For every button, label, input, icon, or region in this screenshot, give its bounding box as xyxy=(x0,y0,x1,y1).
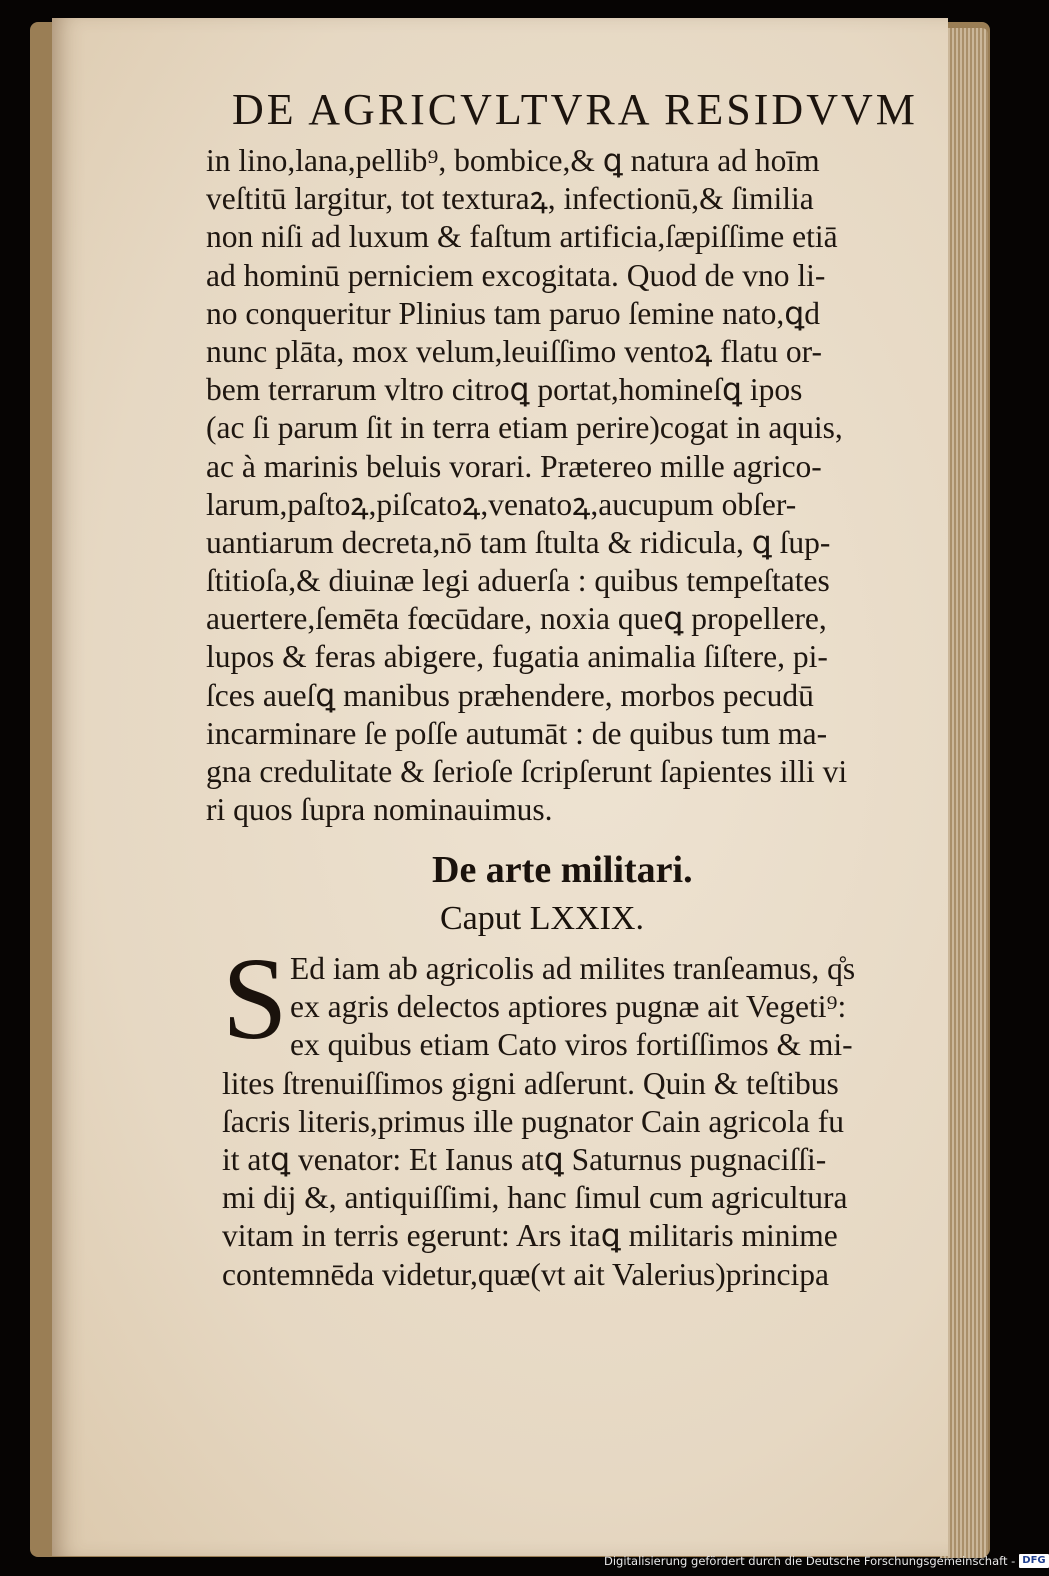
funding-footer xyxy=(604,1551,1049,1571)
text-line: contemnēda videtur,quæ(vt ait Valerius)principa xyxy=(222,1256,829,1292)
chapter-title: De arte militari. xyxy=(432,849,693,891)
text-line: veſtitū largitur, tot texturaꝝ, infectionū,& ſimilia xyxy=(206,181,814,217)
drop-initial: S xyxy=(222,933,288,1064)
text-line: in lino,lana,pellib⁹, bombice,& ꝗ natura ad hoīm xyxy=(206,143,820,178)
text-line: auertere,ſemēta fœcūdare, noxia queꝗ propellere, xyxy=(206,601,827,637)
paragraph-2 xyxy=(222,950,952,1294)
text-line: lupos & feras abigere, fugatia animalia ſiſtere, pi- xyxy=(206,639,828,675)
text-line: Ed iam ab agricolis ad milites tranſeamus, q̊s xyxy=(290,951,856,986)
text-line: ex agris delectos aptiores pugnæ ait Vegeti⁹: xyxy=(290,989,847,1025)
dfg-logo: DFG xyxy=(1019,1554,1048,1568)
footer-text: Digitalisierung gefördert durch die Deutsche Forschungsgemeinschaft - xyxy=(604,1554,1016,1568)
text-line: ſacris literis,primus ille pugnator Cain agricola fu xyxy=(222,1103,844,1139)
text-line: ſces aueſꝗ manibus præhendere, morbos pecudū xyxy=(206,677,814,713)
text-line: ac à marinis beluis vorari. Prætereo mille agrico- xyxy=(206,448,822,484)
text-line: nunc plāta, mox velum,leuiſſimo ventoꝝ flatu or- xyxy=(206,333,822,369)
text-line: non niſi ad luxum & faſtum artificia,ſæpiſſime etiā xyxy=(206,219,838,255)
text-line: incarminare ſe poſſe autumāt : de quibus tum ma- xyxy=(206,715,828,751)
chapter-number: Caput LXXIX. xyxy=(440,900,644,937)
text-line: ad hominū perniciem excogitata. Quod de vno li- xyxy=(206,257,826,293)
text-line: vitam in terris egerunt: Ars itaꝗ militaris minime xyxy=(222,1218,838,1254)
paragraph-1 xyxy=(206,142,946,829)
running-header: DE AGRICVLTVRA RESIDVVM xyxy=(232,85,918,134)
text-line: uantiarum decreta,nō tam ſtulta & ridicula, ꝗ ſup- xyxy=(206,524,831,560)
text-line: it atꝗ venator: Et Ianus atꝗ Saturnus pugnaciſſi- xyxy=(222,1141,827,1177)
text-line: ſtitioſa,& diuinæ legi aduerſa : quibus tempeſtates xyxy=(206,563,830,599)
text-line: no conqueritur Plinius tam paruo ſemine nato,ꝗd xyxy=(206,295,821,331)
text-line: ri quos ſupra nominauimus. xyxy=(206,792,553,828)
text-line: ex quibus etiam Cato viros fortiſſimos & mi- xyxy=(290,1027,853,1063)
text-line: (ac ſi parum ſit in terra etiam perire)cogat in aquis, xyxy=(206,410,843,446)
text-line: larum,paſtoꝝ,piſcatoꝝ,venatoꝝ,aucupum obſer- xyxy=(206,486,797,522)
text-line: gna credulitate & ſerioſe ſcripſerunt ſapientes illi vi xyxy=(206,754,848,789)
text-line: lites ſtrenuiſſimos gigni adſerunt. Quin & teſtibus xyxy=(222,1065,839,1101)
text-line: bem terrarum vltro citroꝗ portat,homineſꝗ ipos xyxy=(206,372,803,408)
text-line: mi dij &, antiquiſſimi, hanc ſimul cum agricultura xyxy=(222,1180,848,1216)
